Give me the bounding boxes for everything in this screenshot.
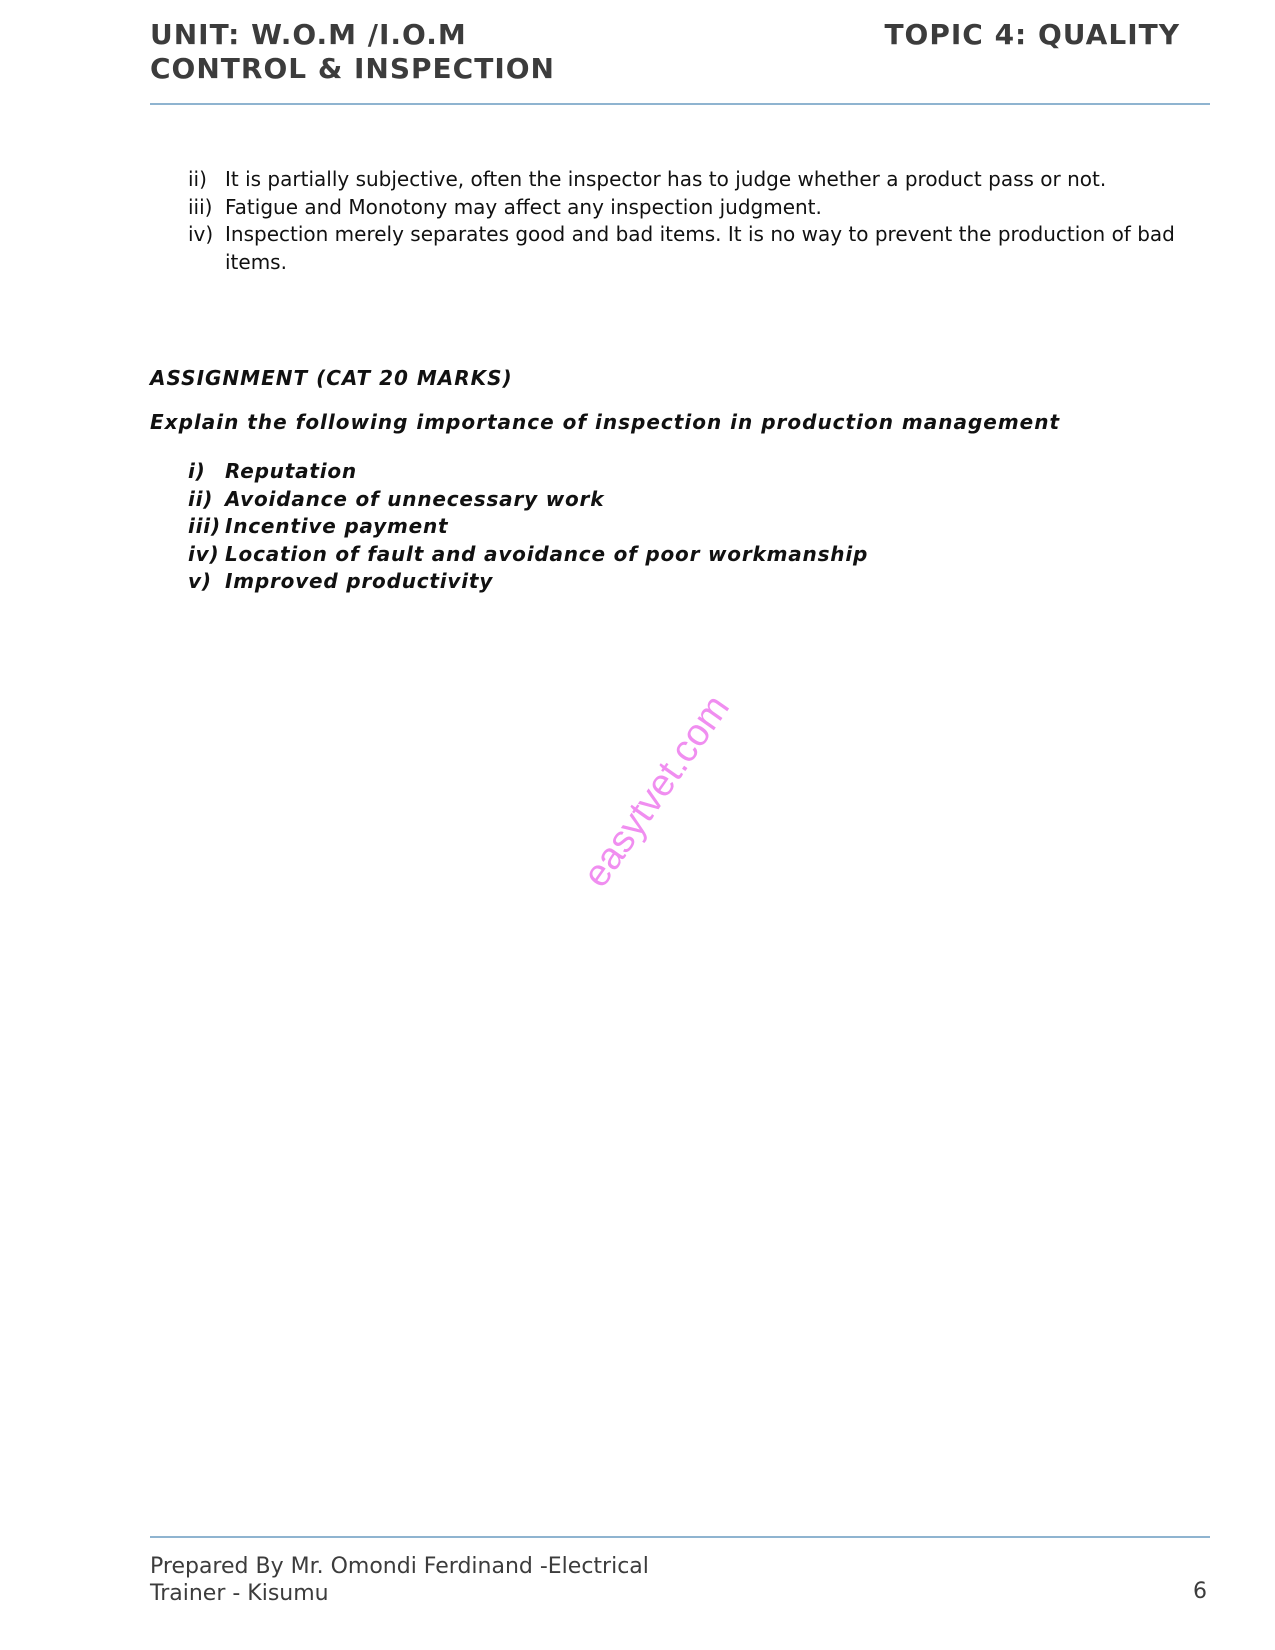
list-text: Avoidance of unnecessary work: [225, 486, 605, 511]
footer-divider: [150, 1536, 1210, 1538]
list-item: [188, 568, 868, 596]
header-line-1: UNIT: W.O.M /I.O.M: [150, 18, 467, 51]
list-item: [188, 486, 868, 514]
disadvantages-list: [188, 166, 1178, 276]
list-item: [188, 194, 1178, 222]
list-number: ii): [188, 167, 207, 191]
list-number: ii): [188, 486, 214, 511]
list-number: v): [188, 569, 212, 593]
list-number: iii): [188, 194, 213, 219]
assignment-items-list: [188, 458, 868, 596]
footer-line-1: Prepared By Mr. Omondi Ferdinand -Electrical: [150, 1554, 649, 1579]
list-text: Fatigue and Monotony may affect any inspection judgment.: [225, 194, 822, 219]
list-item: [188, 458, 868, 486]
header-topic: TOPIC 4: QUALITY: [884, 18, 1180, 51]
list-item: [188, 166, 1178, 194]
assignment-title: ASSIGNMENT (CAT 20 MARKS): [150, 366, 513, 390]
list-number: iv): [188, 222, 214, 246]
list-text: Improved productivity: [225, 569, 494, 593]
header-line-2: CONTROL & INSPECTION: [150, 52, 555, 85]
list-item: [188, 541, 868, 569]
list-item: [188, 513, 868, 541]
header-unit-title: [150, 18, 555, 86]
list-text: Reputation: [225, 459, 357, 483]
list-item: [188, 221, 1178, 276]
assignment-prompt: Explain the following importance of inspection in production management: [150, 410, 1061, 434]
list-text: Inspection merely separates good and bad items. It is no way to prevent the production of bad items.: [225, 222, 1175, 274]
header-divider: [150, 103, 1210, 105]
list-number: i): [188, 459, 206, 483]
footer-line-2: Trainer - Kisumu: [150, 1581, 329, 1606]
footer-author: [150, 1553, 649, 1607]
list-number: iv): [188, 541, 220, 566]
list-text: Location of fault and avoidance of poor workmanship: [225, 541, 869, 566]
list-text: Incentive payment: [225, 514, 449, 538]
watermark: easytvet.com: [575, 687, 738, 895]
page-number: 6: [1193, 1579, 1207, 1604]
list-text: It is partially subjective, often the inspector has to judge whether a product pass or not.: [225, 167, 1107, 191]
list-number: iii): [188, 514, 221, 538]
